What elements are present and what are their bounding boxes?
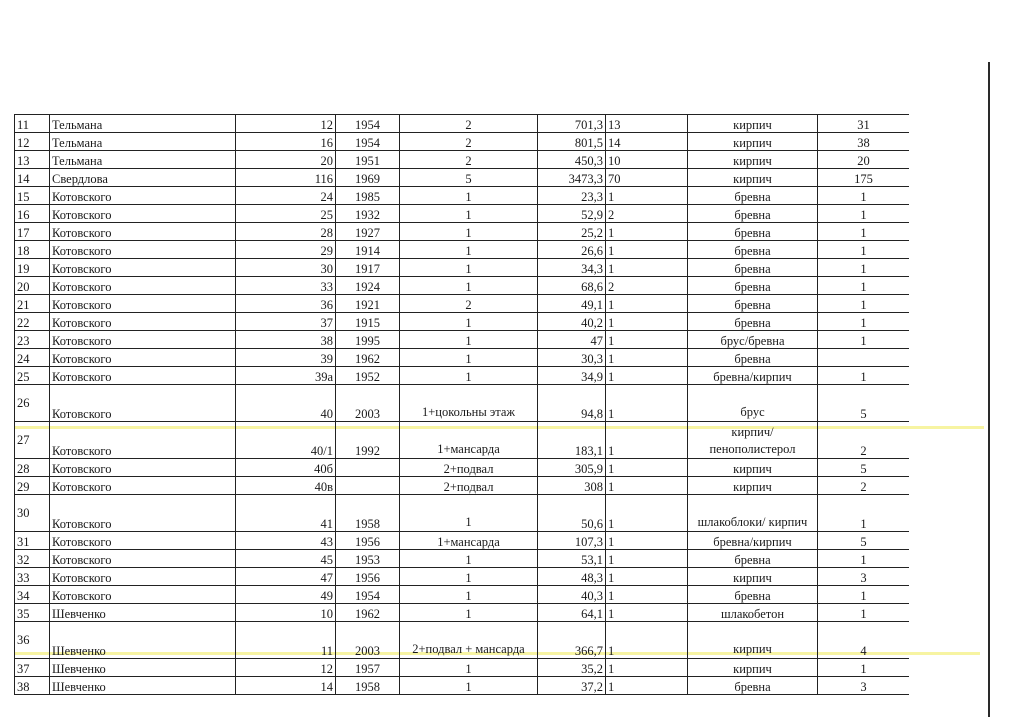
material-cell: кирпич: [688, 568, 818, 586]
street-cell: Котовского: [50, 313, 236, 331]
flats-cell: 1: [606, 422, 688, 459]
material-cell: брус/бревна: [688, 331, 818, 349]
floors-cell: 1+мансарда: [400, 532, 538, 550]
flats-cell: 2: [606, 205, 688, 223]
flats-cell: 1: [606, 331, 688, 349]
house-number-cell: 33: [236, 277, 336, 295]
row-number: 36: [15, 622, 50, 659]
table-row: [15, 349, 910, 367]
row-number: 11: [15, 115, 50, 133]
row-number: 27: [15, 422, 50, 459]
material-cell: бревна: [688, 241, 818, 259]
residents-cell: 38: [818, 133, 910, 151]
material-cell: бревна: [688, 295, 818, 313]
row-number: 25: [15, 367, 50, 385]
flats-cell: 1: [606, 459, 688, 477]
year-cell: 1924: [336, 277, 400, 295]
street-cell: Шевченко: [50, 659, 236, 677]
residents-cell: 1: [818, 259, 910, 277]
area-cell: 37,2: [538, 677, 606, 695]
residents-cell: 2: [818, 422, 910, 459]
table-row: [15, 677, 910, 695]
year-cell: 2003: [336, 622, 400, 659]
flats-cell: 13: [606, 115, 688, 133]
row-number: 29: [15, 477, 50, 495]
floors-cell: 1: [400, 659, 538, 677]
area-cell: 53,1: [538, 550, 606, 568]
flats-cell: 1: [606, 367, 688, 385]
row-number: 22: [15, 313, 50, 331]
residents-cell: 1: [818, 313, 910, 331]
house-number-cell: 20: [236, 151, 336, 169]
residents-cell: 4: [818, 622, 910, 659]
table-row: [15, 151, 910, 169]
flats-cell: 1: [606, 586, 688, 604]
year-cell: 1954: [336, 133, 400, 151]
year-cell: 1914: [336, 241, 400, 259]
house-number-cell: 30: [236, 259, 336, 277]
row-number: 12: [15, 133, 50, 151]
house-number-cell: 39а: [236, 367, 336, 385]
year-cell: 1952: [336, 367, 400, 385]
street-cell: Котовского: [50, 586, 236, 604]
row-number: 16: [15, 205, 50, 223]
residents-cell: 1: [818, 295, 910, 313]
floors-cell: 1+мансарда: [400, 422, 538, 459]
table-row: [15, 586, 910, 604]
flats-cell: 1: [606, 659, 688, 677]
row-number: 38: [15, 677, 50, 695]
residents-cell: 20: [818, 151, 910, 169]
residents-cell: 175: [818, 169, 910, 187]
area-cell: 30,3: [538, 349, 606, 367]
year-cell: [336, 459, 400, 477]
floors-cell: 1: [400, 495, 538, 532]
residents-cell: 1: [818, 277, 910, 295]
year-cell: 1995: [336, 331, 400, 349]
house-number-cell: 37: [236, 313, 336, 331]
floors-cell: 5: [400, 169, 538, 187]
house-number-cell: 12: [236, 659, 336, 677]
flats-cell: 1: [606, 622, 688, 659]
year-cell: 1985: [336, 187, 400, 205]
street-cell: Котовского: [50, 495, 236, 532]
flats-cell: 1: [606, 223, 688, 241]
year-cell: 1956: [336, 568, 400, 586]
table-row: [15, 459, 910, 477]
residents-cell: 1: [818, 586, 910, 604]
area-cell: 40,2: [538, 313, 606, 331]
area-cell: 64,1: [538, 604, 606, 622]
house-number-cell: 40: [236, 385, 336, 422]
area-cell: 308: [538, 477, 606, 495]
house-number-cell: 39: [236, 349, 336, 367]
row-number: 31: [15, 532, 50, 550]
row-number: 20: [15, 277, 50, 295]
table-row: [15, 241, 910, 259]
area-cell: 34,9: [538, 367, 606, 385]
row-number: 37: [15, 659, 50, 677]
flats-cell: 1: [606, 477, 688, 495]
row-number: 34: [15, 586, 50, 604]
residents-cell: 1: [818, 223, 910, 241]
street-cell: Котовского: [50, 331, 236, 349]
house-number-cell: 11: [236, 622, 336, 659]
area-cell: 305,9: [538, 459, 606, 477]
material-cell: бревна: [688, 677, 818, 695]
house-number-cell: 40б: [236, 459, 336, 477]
material-cell: бревна: [688, 259, 818, 277]
table-row: [15, 277, 910, 295]
street-cell: Шевченко: [50, 604, 236, 622]
table-row: [15, 622, 910, 659]
year-cell: 1962: [336, 604, 400, 622]
year-cell: 1921: [336, 295, 400, 313]
area-cell: 450,3: [538, 151, 606, 169]
floors-cell: 1: [400, 349, 538, 367]
floors-cell: 2: [400, 151, 538, 169]
residents-cell: 1: [818, 659, 910, 677]
house-number-cell: 40в: [236, 477, 336, 495]
table-row: [15, 295, 910, 313]
row-number: 32: [15, 550, 50, 568]
flats-cell: 1: [606, 187, 688, 205]
street-cell: Котовского: [50, 187, 236, 205]
floors-cell: 1: [400, 259, 538, 277]
street-cell: Котовского: [50, 277, 236, 295]
area-cell: 23,3: [538, 187, 606, 205]
street-cell: Котовского: [50, 205, 236, 223]
floors-cell: 2: [400, 133, 538, 151]
year-cell: 2003: [336, 385, 400, 422]
flats-cell: 1: [606, 550, 688, 568]
flats-cell: 1: [606, 604, 688, 622]
street-cell: Котовского: [50, 532, 236, 550]
table-row: [15, 259, 910, 277]
street-cell: Котовского: [50, 550, 236, 568]
flats-cell: 2: [606, 277, 688, 295]
material-cell: кирпич: [688, 115, 818, 133]
year-cell: 1957: [336, 659, 400, 677]
area-cell: 34,3: [538, 259, 606, 277]
floors-cell: 1: [400, 604, 538, 622]
house-number-cell: 43: [236, 532, 336, 550]
residents-cell: 5: [818, 459, 910, 477]
material-cell: кирпич: [688, 151, 818, 169]
street-cell: Котовского: [50, 422, 236, 459]
row-number: 18: [15, 241, 50, 259]
residents-cell: 3: [818, 677, 910, 695]
flats-cell: 1: [606, 259, 688, 277]
flats-cell: 1: [606, 295, 688, 313]
row-number: 21: [15, 295, 50, 313]
floors-cell: 1+цокольны этаж: [400, 385, 538, 422]
house-number-cell: 116: [236, 169, 336, 187]
residents-cell: 1: [818, 604, 910, 622]
house-number-cell: 24: [236, 187, 336, 205]
table-row: [15, 331, 910, 349]
area-cell: 50,6: [538, 495, 606, 532]
table-row: [15, 532, 910, 550]
table-row: [15, 550, 910, 568]
year-cell: 1969: [336, 169, 400, 187]
table-row: [15, 422, 910, 459]
material-cell: шлакобетон: [688, 604, 818, 622]
area-cell: 107,3: [538, 532, 606, 550]
street-cell: Свердлова: [50, 169, 236, 187]
material-cell: бревна/кирпич: [688, 532, 818, 550]
material-cell: кирпич: [688, 622, 818, 659]
area-cell: 35,2: [538, 659, 606, 677]
material-cell: шлакоблоки/ кирпич: [688, 495, 818, 532]
year-cell: 1962: [336, 349, 400, 367]
residents-cell: 1: [818, 331, 910, 349]
row-number: 23: [15, 331, 50, 349]
floors-cell: 2+подвал: [400, 477, 538, 495]
street-cell: Котовского: [50, 349, 236, 367]
floors-cell: 1: [400, 550, 538, 568]
residents-cell: 1: [818, 205, 910, 223]
year-cell: 1927: [336, 223, 400, 241]
house-number-cell: 12: [236, 115, 336, 133]
floors-cell: 2: [400, 295, 538, 313]
material-cell: бревна: [688, 187, 818, 205]
house-number-cell: 14: [236, 677, 336, 695]
row-number: 14: [15, 169, 50, 187]
floors-cell: 2: [400, 115, 538, 133]
row-number: 26: [15, 385, 50, 422]
area-cell: 40,3: [538, 586, 606, 604]
residents-cell: [818, 349, 910, 367]
floors-cell: 1: [400, 331, 538, 349]
flats-cell: 14: [606, 133, 688, 151]
row-number: 30: [15, 495, 50, 532]
table-row: [15, 133, 910, 151]
year-cell: 1954: [336, 115, 400, 133]
residents-cell: 3: [818, 568, 910, 586]
year-cell: 1958: [336, 495, 400, 532]
housing-register-table-wrap: [14, 114, 909, 704]
floors-cell: 1: [400, 313, 538, 331]
flats-cell: 1: [606, 677, 688, 695]
street-cell: Тельмана: [50, 151, 236, 169]
area-cell: 26,6: [538, 241, 606, 259]
area-cell: 47: [538, 331, 606, 349]
residents-cell: 31: [818, 115, 910, 133]
table-row: [15, 313, 910, 331]
area-cell: 94,8: [538, 385, 606, 422]
table-row: [15, 169, 910, 187]
table-row: [15, 477, 910, 495]
floors-cell: 1: [400, 223, 538, 241]
row-number: 33: [15, 568, 50, 586]
scan-edge-line: [988, 62, 990, 717]
flats-cell: 1: [606, 532, 688, 550]
row-number: 15: [15, 187, 50, 205]
flats-cell: 1: [606, 349, 688, 367]
flats-cell: 1: [606, 241, 688, 259]
material-cell: бревна: [688, 586, 818, 604]
residents-cell: 1: [818, 495, 910, 532]
residents-cell: 1: [818, 550, 910, 568]
area-cell: 49,1: [538, 295, 606, 313]
material-cell: кирпич: [688, 659, 818, 677]
table-row: [15, 495, 910, 532]
material-cell: бревна: [688, 550, 818, 568]
year-cell: 1951: [336, 151, 400, 169]
table-row: [15, 205, 910, 223]
area-cell: 3473,3: [538, 169, 606, 187]
housing-register-table: [14, 114, 909, 695]
street-cell: Котовского: [50, 385, 236, 422]
year-cell: 1915: [336, 313, 400, 331]
area-cell: 701,3: [538, 115, 606, 133]
year-cell: 1954: [336, 586, 400, 604]
street-cell: Котовского: [50, 241, 236, 259]
house-number-cell: 10: [236, 604, 336, 622]
material-cell: бревна: [688, 349, 818, 367]
street-cell: Котовского: [50, 477, 236, 495]
house-number-cell: 49: [236, 586, 336, 604]
table-row: [15, 604, 910, 622]
house-number-cell: 28: [236, 223, 336, 241]
material-cell: кирпич: [688, 459, 818, 477]
residents-cell: 1: [818, 367, 910, 385]
street-cell: Котовского: [50, 259, 236, 277]
street-cell: Котовского: [50, 223, 236, 241]
area-cell: 48,3: [538, 568, 606, 586]
street-cell: Котовского: [50, 459, 236, 477]
material-cell: бревна: [688, 223, 818, 241]
floors-cell: 1: [400, 677, 538, 695]
material-cell: кирпич: [688, 133, 818, 151]
house-number-cell: 40/1: [236, 422, 336, 459]
year-cell: 1917: [336, 259, 400, 277]
house-number-cell: 29: [236, 241, 336, 259]
street-cell: Котовского: [50, 295, 236, 313]
year-cell: 1992: [336, 422, 400, 459]
street-cell: Котовского: [50, 568, 236, 586]
residents-cell: 2: [818, 477, 910, 495]
area-cell: 68,6: [538, 277, 606, 295]
material-cell: бревна: [688, 205, 818, 223]
flats-cell: 1: [606, 568, 688, 586]
house-number-cell: 38: [236, 331, 336, 349]
house-number-cell: 36: [236, 295, 336, 313]
area-cell: 52,9: [538, 205, 606, 223]
table-row: [15, 367, 910, 385]
table-row: [15, 385, 910, 422]
year-cell: 1958: [336, 677, 400, 695]
flats-cell: 1: [606, 385, 688, 422]
area-cell: 25,2: [538, 223, 606, 241]
area-cell: 183,1: [538, 422, 606, 459]
residents-cell: 5: [818, 385, 910, 422]
floors-cell: 1: [400, 205, 538, 223]
house-number-cell: 16: [236, 133, 336, 151]
floors-cell: 1: [400, 367, 538, 385]
material-cell: кирпич: [688, 477, 818, 495]
floors-cell: 1: [400, 277, 538, 295]
residents-cell: 1: [818, 187, 910, 205]
year-cell: 1932: [336, 205, 400, 223]
street-cell: Тельмана: [50, 115, 236, 133]
flats-cell: 1: [606, 495, 688, 532]
row-number: 19: [15, 259, 50, 277]
floors-cell: 2+подвал + мансарда: [400, 622, 538, 659]
house-number-cell: 47: [236, 568, 336, 586]
floors-cell: 1: [400, 568, 538, 586]
floors-cell: 1: [400, 241, 538, 259]
area-cell: 801,5: [538, 133, 606, 151]
row-number: 28: [15, 459, 50, 477]
table-row: [15, 223, 910, 241]
street-cell: Шевченко: [50, 622, 236, 659]
row-number: 13: [15, 151, 50, 169]
street-cell: Шевченко: [50, 677, 236, 695]
year-cell: 1956: [336, 532, 400, 550]
street-cell: Котовского: [50, 367, 236, 385]
year-cell: 1953: [336, 550, 400, 568]
floors-cell: 1: [400, 187, 538, 205]
area-cell: 366,7: [538, 622, 606, 659]
flats-cell: 10: [606, 151, 688, 169]
house-number-cell: 45: [236, 550, 336, 568]
table-row: [15, 659, 910, 677]
flats-cell: 70: [606, 169, 688, 187]
table-row: [15, 115, 910, 133]
floors-cell: 1: [400, 586, 538, 604]
year-cell: [336, 477, 400, 495]
floors-cell: 2+подвал: [400, 459, 538, 477]
material-cell: бревна: [688, 277, 818, 295]
table-row: [15, 568, 910, 586]
street-cell: Тельмана: [50, 133, 236, 151]
material-cell: кирпич: [688, 169, 818, 187]
table-row: [15, 187, 910, 205]
material-cell: брус: [688, 385, 818, 422]
material-cell: бревна: [688, 313, 818, 331]
material-cell: бревна/кирпич: [688, 367, 818, 385]
flats-cell: 1: [606, 313, 688, 331]
house-number-cell: 41: [236, 495, 336, 532]
row-number: 35: [15, 604, 50, 622]
residents-cell: 1: [818, 241, 910, 259]
row-number: 24: [15, 349, 50, 367]
residents-cell: 5: [818, 532, 910, 550]
row-number: 17: [15, 223, 50, 241]
house-number-cell: 25: [236, 205, 336, 223]
material-cell: кирпич/пенополистерол: [688, 422, 818, 459]
